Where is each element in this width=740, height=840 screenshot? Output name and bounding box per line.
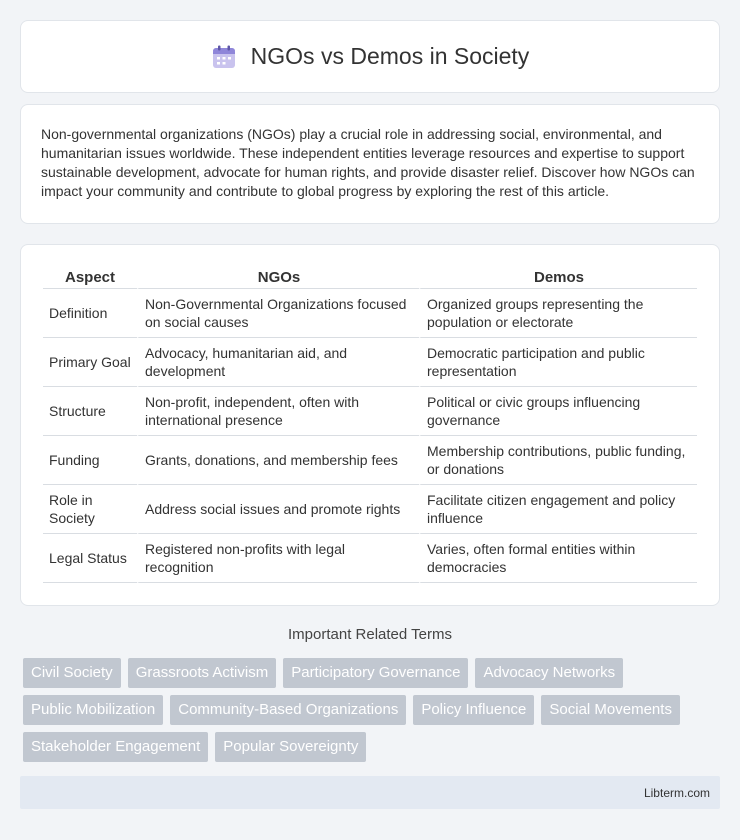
row-aspect: Role in Society	[43, 485, 137, 534]
row-demos: Varies, often formal entities within democracies	[419, 534, 697, 583]
term-tag[interactable]: Civil Society	[23, 658, 121, 688]
row-demos: Membership contributions, public funding, or donations	[419, 436, 697, 485]
table-row	[43, 387, 697, 436]
table-row	[43, 485, 697, 534]
comparison-table	[43, 265, 697, 583]
row-demos: Facilitate citizen engagement and policy influence	[419, 485, 697, 534]
footer-site-link[interactable]: Libterm.com	[643, 785, 710, 800]
row-aspect: Definition	[43, 289, 137, 338]
page-title: NGOs vs Demos in Society	[250, 43, 530, 69]
row-ngos: Non-profit, independent, often with international presence	[137, 387, 419, 436]
term-tag[interactable]: Participatory Governance	[283, 658, 468, 688]
term-tag[interactable]: Advocacy Networks	[475, 658, 623, 688]
term-tag[interactable]: Popular Sovereignty	[215, 732, 366, 762]
intro-card	[20, 104, 720, 224]
term-tag[interactable]: Grassroots Activism	[128, 658, 277, 688]
table-row	[43, 289, 697, 338]
related-terms-list	[23, 658, 723, 762]
row-ngos: Registered non-profits with legal recognition	[137, 534, 419, 583]
term-tag[interactable]: Social Movements	[541, 695, 680, 725]
row-demos: Democratic participation and public representation	[419, 338, 697, 387]
footer	[20, 776, 720, 809]
row-ngos: Grants, donations, and membership fees	[137, 436, 419, 485]
term-tag[interactable]: Stakeholder Engagement	[23, 732, 208, 762]
term-tag[interactable]: Public Mobilization	[23, 695, 163, 725]
term-tag[interactable]: Policy Influence	[413, 695, 534, 725]
calendar-icon	[211, 45, 237, 69]
header-demos: Demos	[419, 265, 697, 289]
table-row	[43, 338, 697, 387]
row-ngos: Advocacy, humanitarian aid, and development	[137, 338, 419, 387]
header-aspect: Aspect	[43, 265, 137, 289]
row-aspect: Structure	[43, 387, 137, 436]
table-row	[43, 436, 697, 485]
title-wrap	[211, 43, 530, 70]
related-terms-heading: Important Related Terms	[288, 626, 452, 643]
row-aspect: Funding	[43, 436, 137, 485]
comparison-table-card	[20, 244, 720, 606]
header-ngos: NGOs	[137, 265, 419, 289]
row-demos: Organized groups representing the population or electorate	[419, 289, 697, 338]
term-tag[interactable]: Community-Based Organizations	[170, 695, 406, 725]
intro-paragraph: Non-governmental organizations (NGOs) play a crucial role in addressing social, environmental, and humanitarian issues worldwide. These independent entities leverage resources and expertise to support sustainable development, advocate for human rights, and provide disaster relief. Discover how NGOs can impact your community and contribute to global progress by exploring the rest of this article.	[41, 126, 695, 199]
table-header-row	[43, 265, 697, 289]
header-card	[20, 20, 720, 93]
row-ngos: Non-Governmental Organizations focused on social causes	[137, 289, 419, 338]
row-aspect: Primary Goal	[43, 338, 137, 387]
row-aspect: Legal Status	[43, 534, 137, 583]
row-demos: Political or civic groups influencing governance	[419, 387, 697, 436]
table-row	[43, 534, 697, 583]
row-ngos: Address social issues and promote rights	[137, 485, 419, 534]
